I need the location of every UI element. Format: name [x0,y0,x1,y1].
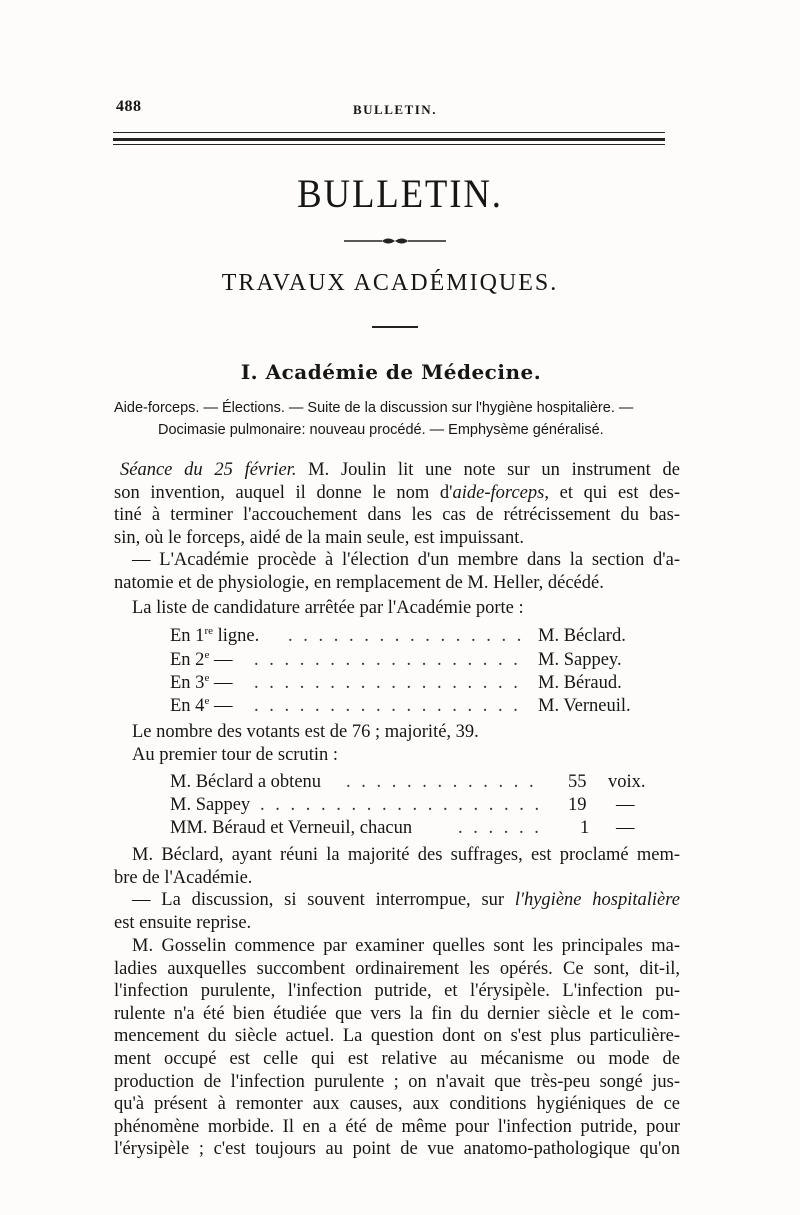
text-span: , et qui est des- [544,482,680,503]
text-line: l'infection purulente, l'infection putride, et l'érysipèle. L'infection pu- [114,981,680,1002]
candidate-row [170,626,638,648]
section-rule [372,326,418,328]
running-head: BULLETIN. [353,102,437,117]
candidate-name: M. Béclard. [538,626,626,646]
dot-leader: . . . . . . . . . . . . . . . . [288,626,525,646]
summary-line: Docimasie pulmonaire: nouveau procédé. — Emphysème généralisé. [158,422,604,438]
text-line: Le nombre des votants est de 76 ; majorité, 39. [132,722,479,742]
text-line: Au premier tour de scrutin : [132,744,339,765]
dot-leader: . . . . . . . . . . . . . . . . . . [254,650,521,670]
text-line: La liste de candidature arrêtée par l'Académie porte : [132,598,524,618]
candidate-row [170,696,638,718]
text-line: est ensuite reprise. [114,912,252,933]
session-date: Séance du 25 février. [120,460,297,480]
text-line: ment occupé est celle qui est relative au mécanisme ou mode de [114,1048,680,1069]
candidate-row [170,650,638,672]
italic-term: l'hygiène hospitalière [514,890,680,910]
text-line: sin, où le forceps, aidé de la main seule, est impuissant. [114,527,524,548]
dot-leader: . . . . . . [458,818,542,838]
vote-unit: — [616,818,635,838]
paragraph-votants [132,721,698,766]
vote-row [170,772,646,794]
paragraph-gosselin [114,935,680,1161]
paragraph-seance [114,459,680,549]
vote-candidate: MM. Béraud et Verneuil, chacun [170,818,413,838]
dot-leader: . . . . . . . . . . . . . [346,772,537,792]
text-line: mencement du siècle actuel. La question dont on s'est plus particulière- [114,1026,680,1047]
vote-count: 1 [580,818,590,838]
candidate-rank: En 4e — [170,695,233,716]
text-line: — L'Académie procède à l'élection d'un membre dans la section d'a- [132,550,680,570]
header-rule-thick [113,138,665,141]
text-line: rulente n'a été bien étudiée que vers la fin du dernier siècle et le com- [114,1003,680,1024]
vote-row [170,818,640,840]
text-line: ladies auxquelles succombent ordinairement les opérés. Ce sont, dit-il, [114,958,680,979]
text-line [114,482,680,505]
dot-leader: . . . . . . . . . . . . . . . . . . [254,696,521,716]
candidate-rank: En 2e — [170,649,233,670]
text-line: natomie et de physiologie, en remplacement de M. Heller, décédé. [114,572,604,593]
text-line: M. Gosselin commence par examiner quelles sont les principales ma- [132,936,680,956]
candidate-name: M. Sappey. [538,650,622,670]
header-rule-thin [113,132,665,133]
text-span: M. Joulin lit une note sur un instrument de [296,460,680,480]
candidate-rank: En 1re ligne. [170,625,260,646]
dot-leader: . . . . . . . . . . . . . . . . . . . [260,795,543,815]
vote-row [170,795,640,817]
header-rule-thin-lower [113,144,665,145]
italic-term: aide-forceps [452,482,545,503]
dot-leader: . . . . . . . . . . . . . . . . . . [254,673,521,693]
page-number: 488 [116,98,142,115]
candidate-row [170,673,638,695]
candidate-name: M. Béraud. [538,673,622,693]
text-line [114,889,680,912]
text-line: production de l'infection purulente ; on n'avait que très-peu songé jus- [114,1071,680,1092]
vote-candidate: M. Béclard a obtenu [170,772,322,792]
text-span: son invention, auquel il donne le nom d' [114,482,453,503]
text-line: tiné à terminer l'accouchement dans les cas de rétrécissement du bas- [114,505,680,526]
text-span: — La discussion, si souvent interrompue, sur [132,890,515,910]
candidate-rank: En 3e — [170,672,233,693]
paragraph-proclamation [114,844,680,889]
page-title: BULLETIN. [297,171,503,216]
paragraph-election [114,549,680,594]
paragraph-discussion [114,889,680,934]
text-line: M. Béclard, ayant réuni la majorité des suffrages, est proclamé mem- [132,845,680,865]
vote-count: 55 [568,772,587,792]
paragraph-candidature [132,597,698,620]
vote-unit: — [616,795,635,815]
text-line [114,459,680,482]
text-line: qu'à présent à remonter aux causes, aux conditions hygiéniques de ce [114,1094,680,1115]
vote-unit: voix. [608,772,646,792]
section-title: TRAVAUX ACADÉMIQUES. [221,270,559,296]
vote-candidate: M. Sappey [170,795,251,815]
summary-line: Aide-forceps. — Élections. — Suite de la discussion sur l'hygiène hospitalière. — [114,400,634,416]
vote-count: 19 [568,795,587,815]
candidate-name: M. Verneuil. [538,696,631,716]
ornament-divider-icon [344,236,446,246]
text-line: bre de l'Académie. [114,867,253,888]
subsection-title: I. Académie de Médecine. [240,360,542,384]
text-line: l'érysipèle ; c'est toujours au point de vue anatomo-pathologique qu'on [114,1139,680,1160]
text-line: phénomène morbide. Il en a été de même pour l'infection putride, pour [114,1116,680,1137]
